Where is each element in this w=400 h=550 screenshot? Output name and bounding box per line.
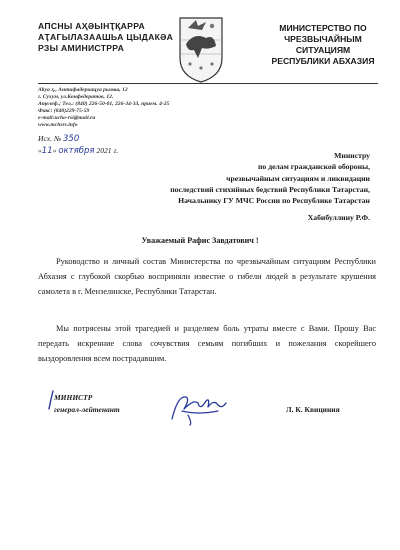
header-left-block	[38, 21, 188, 54]
body-paragraph: Мы потрясены этой трагедией и разделяем боль утраты вместе с Вами. Прошу Вас передать искренние слова сочувствия семьям погибших и пожелания скорейшего выздоровления всем пострадавшим.	[38, 324, 376, 363]
reference-number-line	[38, 133, 118, 145]
reference-number-prefix: Исх. №	[38, 134, 62, 143]
signatory-title-line2: генерал-лейтенант	[54, 404, 120, 414]
reference-year: 2021 г.	[96, 146, 119, 155]
handwritten-signature	[168, 389, 230, 427]
coat-of-arms-emblem	[176, 14, 226, 84]
header-right-line: ЧРЕЗВЫЧАЙНЫМ СИТУАЦИЯМ	[284, 34, 362, 55]
recipient-name: Хабибуллину Р.Ф.	[307, 213, 370, 223]
reference-number: 350	[63, 134, 80, 144]
recipient-line: по делам гражданской обороны,	[258, 162, 370, 172]
recipient-line: Министру	[334, 151, 370, 160]
header-divider	[38, 83, 378, 84]
address-line: Аҟуа ҳ., Антифадериацуа рымҩа, 12	[38, 87, 128, 93]
header-right-line: РЕСПУБЛИКИ АБХАЗИЯ	[271, 56, 375, 66]
address-line: e-mail:ucho-rsi@mail.ru	[38, 114, 96, 121]
signatory-title-line1: МИНИСТР	[54, 393, 93, 402]
header-left-line: РЗЫ АМИНИСТРРА	[38, 43, 125, 53]
reference-month: октября	[58, 146, 95, 156]
address-line: www.mchsrs.info	[38, 121, 78, 128]
header-right-line: МИНИСТЕРСТВО ПО	[279, 23, 367, 33]
recipient-line: последствий стихийных бедствий Республики Татарстан,	[170, 184, 370, 194]
body-paragraph: Руководство и личный состав Министерства по чрезвычайным ситуациям Республики Абхазия с глубокой скорбью восприняли известие о гибели людей в результате крушения самолета в г. Мензелинске, Республики Татарстан.	[38, 257, 376, 296]
reference-date-line: «11» октября 2021 г.	[38, 146, 119, 156]
address-line: Аҭелеф.; Тел.: (840) 226-50-01, 226-34-33, прием. 4-25	[38, 100, 170, 107]
header-left-line: АҬАГЫЛАЗААШЬА ЦЫДАКӘА	[38, 32, 174, 42]
recipient-block	[70, 150, 370, 224]
signatory-name: Л. К. Квициния	[286, 405, 340, 414]
recipient-line: чрезвычайным ситуациям и ликвидации	[226, 173, 370, 183]
address-line: г. Сухум, ул.Конфедератов, 12.	[38, 93, 114, 100]
reference-day: 11	[41, 146, 53, 156]
salutation: Уважаемый Рафис Завдатович !	[141, 236, 259, 245]
address-block	[38, 87, 169, 128]
recipient-line: Начальнику ГУ МЧС России по Республике Татарстан	[178, 196, 370, 206]
address-line: Факс: (840)229-75-59	[38, 107, 90, 114]
header-left-line: АПСНЫ АҲӘЫНҬҚАРРА	[38, 21, 145, 31]
signatory-title	[54, 392, 120, 415]
header-right-block	[258, 23, 388, 67]
